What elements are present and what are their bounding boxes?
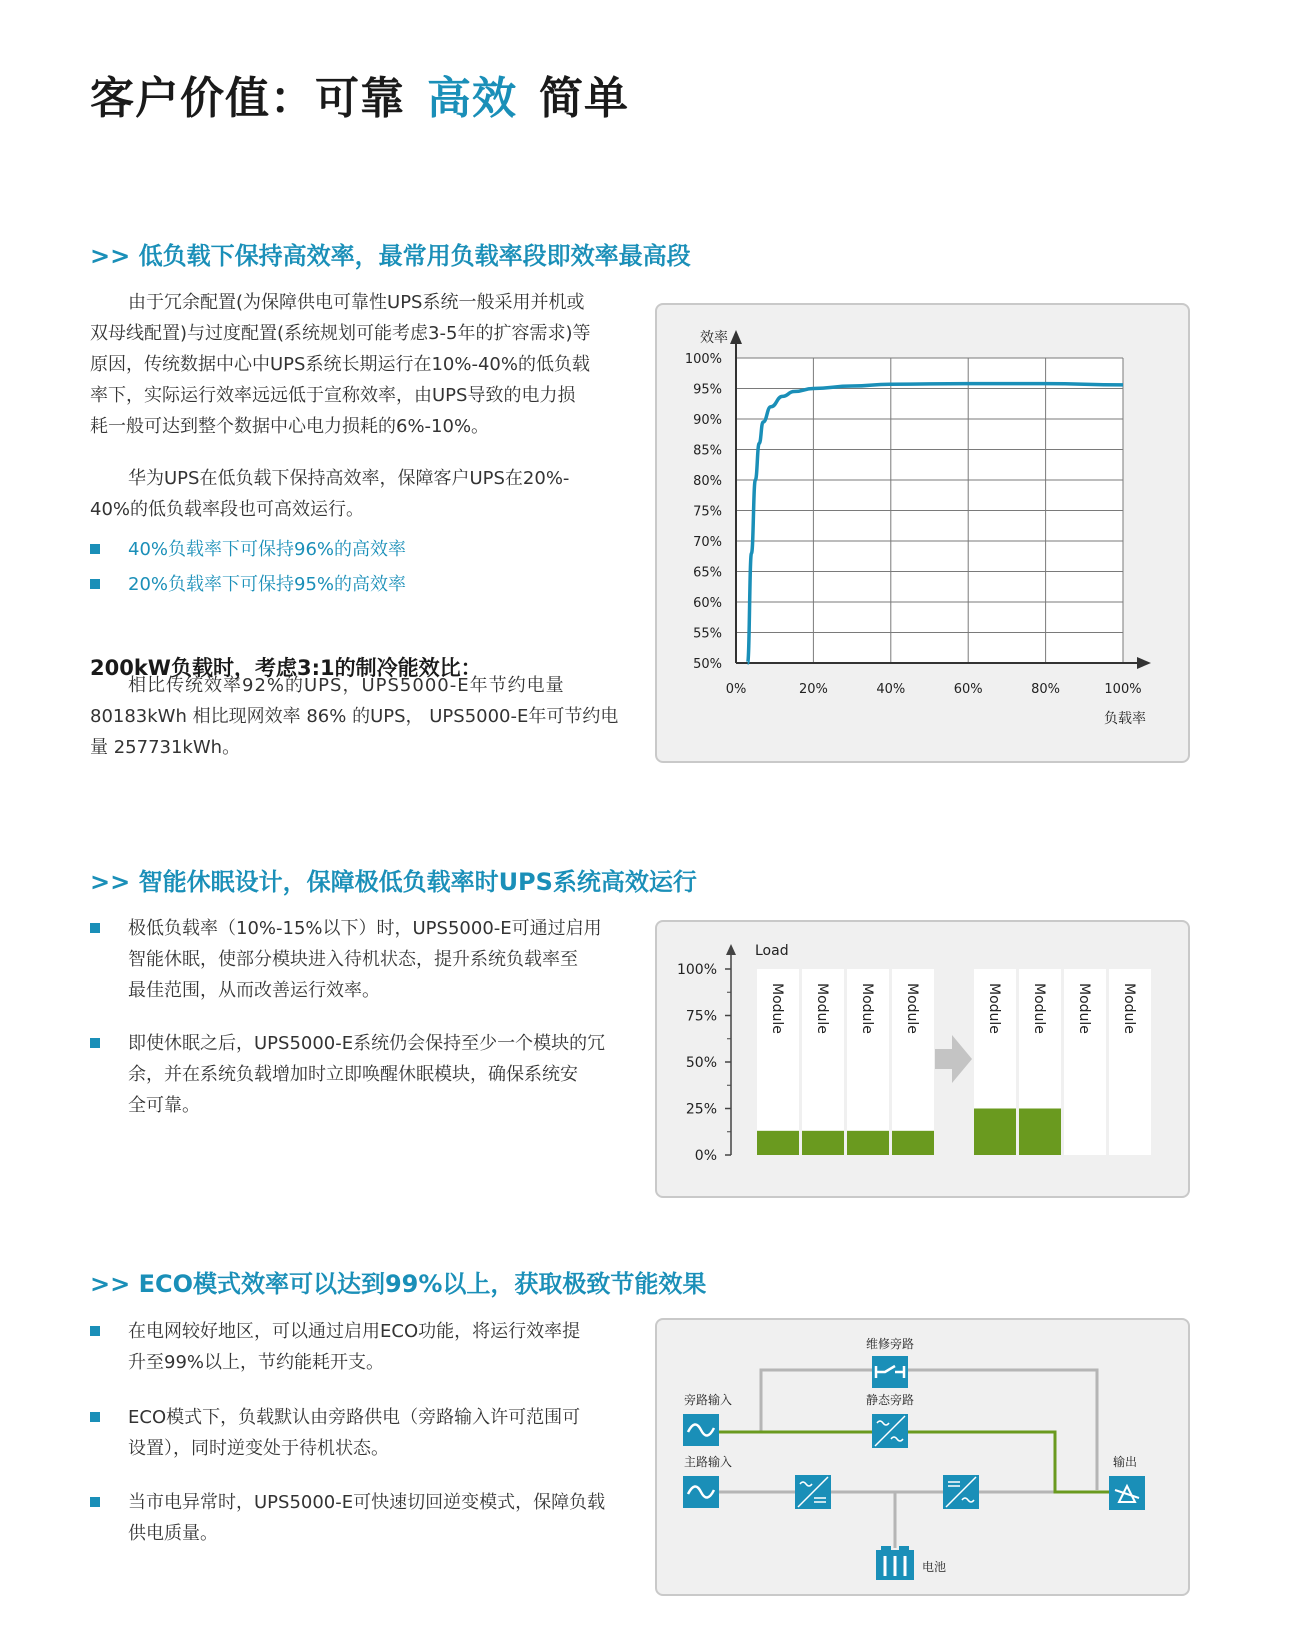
x-tick-label: 80%: [1031, 682, 1061, 697]
y-tick-label: 85%: [693, 443, 722, 459]
text-line: 由于冗余配置(为保障供电可靠性UPS系统一般采用并机或: [128, 292, 585, 313]
y-tick-label: 70%: [693, 535, 722, 550]
x-tick-label: 100%: [1104, 682, 1142, 697]
section2-bullet-2: [90, 1028, 630, 1123]
y-tick-label: 80%: [693, 474, 722, 489]
section1-bullet-2: [90, 569, 610, 600]
module-load-fill: [974, 1109, 1016, 1156]
section2-bullet-1: [90, 913, 630, 1008]
text-line: 余，并在系统负载增加时立即唤醒休眠模块，确保系统安: [128, 1064, 578, 1085]
module-sleep-diagram: [657, 922, 1188, 1196]
y-tick-label: 65%: [693, 565, 722, 581]
module-label: Module: [986, 983, 1002, 1034]
x-tick-label: 60%: [953, 682, 983, 697]
y-tick-label: 90%: [693, 413, 722, 428]
text-line: 升至99%以上，节约能耗开支。: [128, 1352, 385, 1373]
bullet-square-icon: [90, 923, 100, 933]
bullet-text: [128, 913, 628, 1006]
static-bypass-icon: [872, 1414, 908, 1448]
text-line: 40%的低负载率段也可高效运行。: [90, 499, 365, 520]
text-line: 量 257731kWh。: [90, 737, 241, 758]
text-line: 耗一般可达到整个数据中心电力损耗的6%-10%。: [90, 416, 490, 437]
main-input-ac-icon: [683, 1476, 719, 1508]
bullet-square-icon: [90, 1038, 100, 1048]
y-tick-label: 50%: [693, 657, 722, 672]
section1-bullet-1: [90, 534, 610, 565]
module-load-fill: [892, 1131, 934, 1155]
bypass-input-ac-icon: [683, 1414, 719, 1446]
text-line: 供电质量。: [128, 1523, 218, 1544]
text-line: 双母线配置)与过度配置(系统规划可能考虑3-5年的扩容需求)等: [90, 323, 591, 344]
module-load-fill: [802, 1131, 844, 1155]
bullet-square-icon: [90, 1412, 100, 1422]
y-axis-arrow-icon: [726, 944, 736, 955]
section1-paragraph-2: [90, 463, 620, 525]
x-axis-label: 负载率: [1104, 711, 1146, 727]
x-tick-label: 20%: [798, 682, 828, 697]
title-part-2: 高效: [427, 73, 517, 124]
y-tick-label: 100%: [676, 962, 717, 978]
text-line: 80183kWh 相比现网效率 86% 的UPS， UPS5000-E年可节约电: [90, 706, 619, 727]
text-line: 即使休眠之后，UPS5000-E系统仍会保持至少一个模块的冗: [128, 1033, 606, 1054]
title-part-1: 客户价值：可靠: [90, 73, 405, 124]
section1-paragraph-1: [90, 287, 620, 442]
x-axis-arrow-icon: [1137, 657, 1151, 669]
text-line: 极低负载率（10%-15%以下）时，UPS5000-E可通过启用: [128, 918, 602, 939]
y-axis-label: 效率: [700, 330, 728, 346]
text-line: 原因，传统数据中心中UPS系统长期运行在10%-40%的低负载: [90, 354, 590, 375]
section1-paragraph-3: [90, 670, 620, 763]
section2-heading: >> 智能休眠设计，保障极低负载率时UPS系统高效运行: [90, 868, 697, 896]
bullet-text: [128, 1402, 628, 1464]
module-label: Module: [859, 983, 875, 1034]
y-tick-label: 75%: [685, 1008, 717, 1025]
y-tick-label: 95%: [693, 382, 722, 398]
y-tick-label: 50%: [685, 1055, 717, 1071]
section3-bullet-3: [90, 1487, 630, 1551]
text-line: 相比传统效率92%的UPS，UPS5000-E年节约电量: [128, 675, 565, 696]
title-part-3: 简单: [539, 73, 629, 124]
page-title: [90, 62, 629, 126]
section1-subheading: 200kW负载时，考虑3:1的制冷能效比：: [90, 656, 482, 680]
module-label: Module: [1121, 983, 1137, 1034]
bullet-square-icon: [90, 1497, 100, 1507]
module-sleep-diagram-panel: [655, 920, 1190, 1198]
text-line: 设置），同时逆变处于待机状态。: [128, 1438, 389, 1459]
module-label: Module: [769, 983, 785, 1034]
bullet-text: [128, 1316, 628, 1378]
y-tick-label: 55%: [693, 626, 722, 642]
bullet-square-icon: [90, 1326, 100, 1336]
y-axis-arrow-icon: [730, 330, 742, 344]
text-line: 智能休眠，使部分模块进入待机状态，提升系统负载率至: [128, 949, 578, 970]
efficiency-chart-panel: [655, 303, 1190, 763]
bullet-text: 40%负载率下可保持96%的高效率: [128, 539, 407, 560]
maintenance-bypass-label: 维修旁路: [865, 1337, 915, 1351]
eco-mode-diagram: [657, 1320, 1188, 1594]
text-line: ECO模式下，负载默认由旁路供电（旁路输入许可范围可: [128, 1407, 581, 1428]
module-load-fill: [847, 1131, 889, 1155]
rectifier-icon: [795, 1475, 831, 1509]
y-axis-label: Load: [755, 943, 789, 959]
bullet-text: [128, 1487, 628, 1549]
text-line: 率下，实际运行效率远远低于宣称效率，由UPS导致的电力损: [90, 385, 576, 406]
y-tick-label: 100%: [684, 352, 722, 367]
bullet-square-icon: [90, 544, 100, 554]
output-label: 输出: [1112, 1455, 1138, 1469]
y-tick-label: 25%: [685, 1101, 717, 1118]
x-tick-label: 0%: [725, 682, 747, 697]
inverter-icon: [943, 1475, 979, 1509]
maintenance-bypass-switch-icon: [872, 1356, 908, 1388]
text-line: 最佳范围，从而改善运行效率。: [128, 980, 380, 1001]
module-label: Module: [904, 983, 920, 1034]
module-label: Module: [1076, 983, 1092, 1034]
eco-mode-diagram-panel: [655, 1318, 1190, 1596]
text-line: 华为UPS在低负载下保持高效率，保障客户UPS在20%-: [128, 468, 570, 489]
section3-heading: >> ECO模式效率可以达到99%以上，获取极致节能效果: [90, 1270, 707, 1298]
section3-bullet-1: [90, 1316, 630, 1380]
module-load-fill: [757, 1131, 799, 1155]
output-load-icon: [1109, 1476, 1145, 1510]
main-input-label: 主路输入: [684, 1455, 733, 1469]
y-tick-label: 75%: [693, 504, 722, 520]
static-bypass-label: 静态旁路: [865, 1393, 915, 1407]
battery-label: 电池: [922, 1560, 947, 1574]
text-line: 全可靠。: [128, 1095, 200, 1116]
module-label: Module: [814, 983, 830, 1034]
maintenance-bypass-line: [761, 1370, 1097, 1490]
x-tick-label: 40%: [876, 682, 906, 697]
efficiency-chart: [657, 305, 1188, 761]
section1-heading: >> 低负载下保持高效率，最常用负载率段即效率最高段: [90, 242, 691, 270]
text-line: 在电网较好地区，可以通过启用ECO功能，将运行效率提: [128, 1321, 581, 1342]
bullet-square-icon: [90, 579, 100, 589]
module-label: Module: [1031, 983, 1047, 1034]
module-load-fill: [1019, 1109, 1061, 1156]
bullet-text: 20%负载率下可保持95%的高效率: [128, 574, 407, 595]
bullet-text: [128, 1028, 628, 1121]
y-tick-label: 60%: [693, 596, 722, 611]
text-line: 当市电异常时，UPS5000-E可快速切回逆变模式，保障负载: [128, 1492, 606, 1513]
transition-arrow-icon: [935, 1035, 972, 1083]
section3-bullet-2: [90, 1402, 630, 1466]
bypass-input-label: 旁路输入: [684, 1393, 733, 1407]
eco-active-path-line: [697, 1432, 1123, 1492]
y-tick-label: 0%: [694, 1148, 717, 1164]
battery-icon: [876, 1546, 914, 1580]
